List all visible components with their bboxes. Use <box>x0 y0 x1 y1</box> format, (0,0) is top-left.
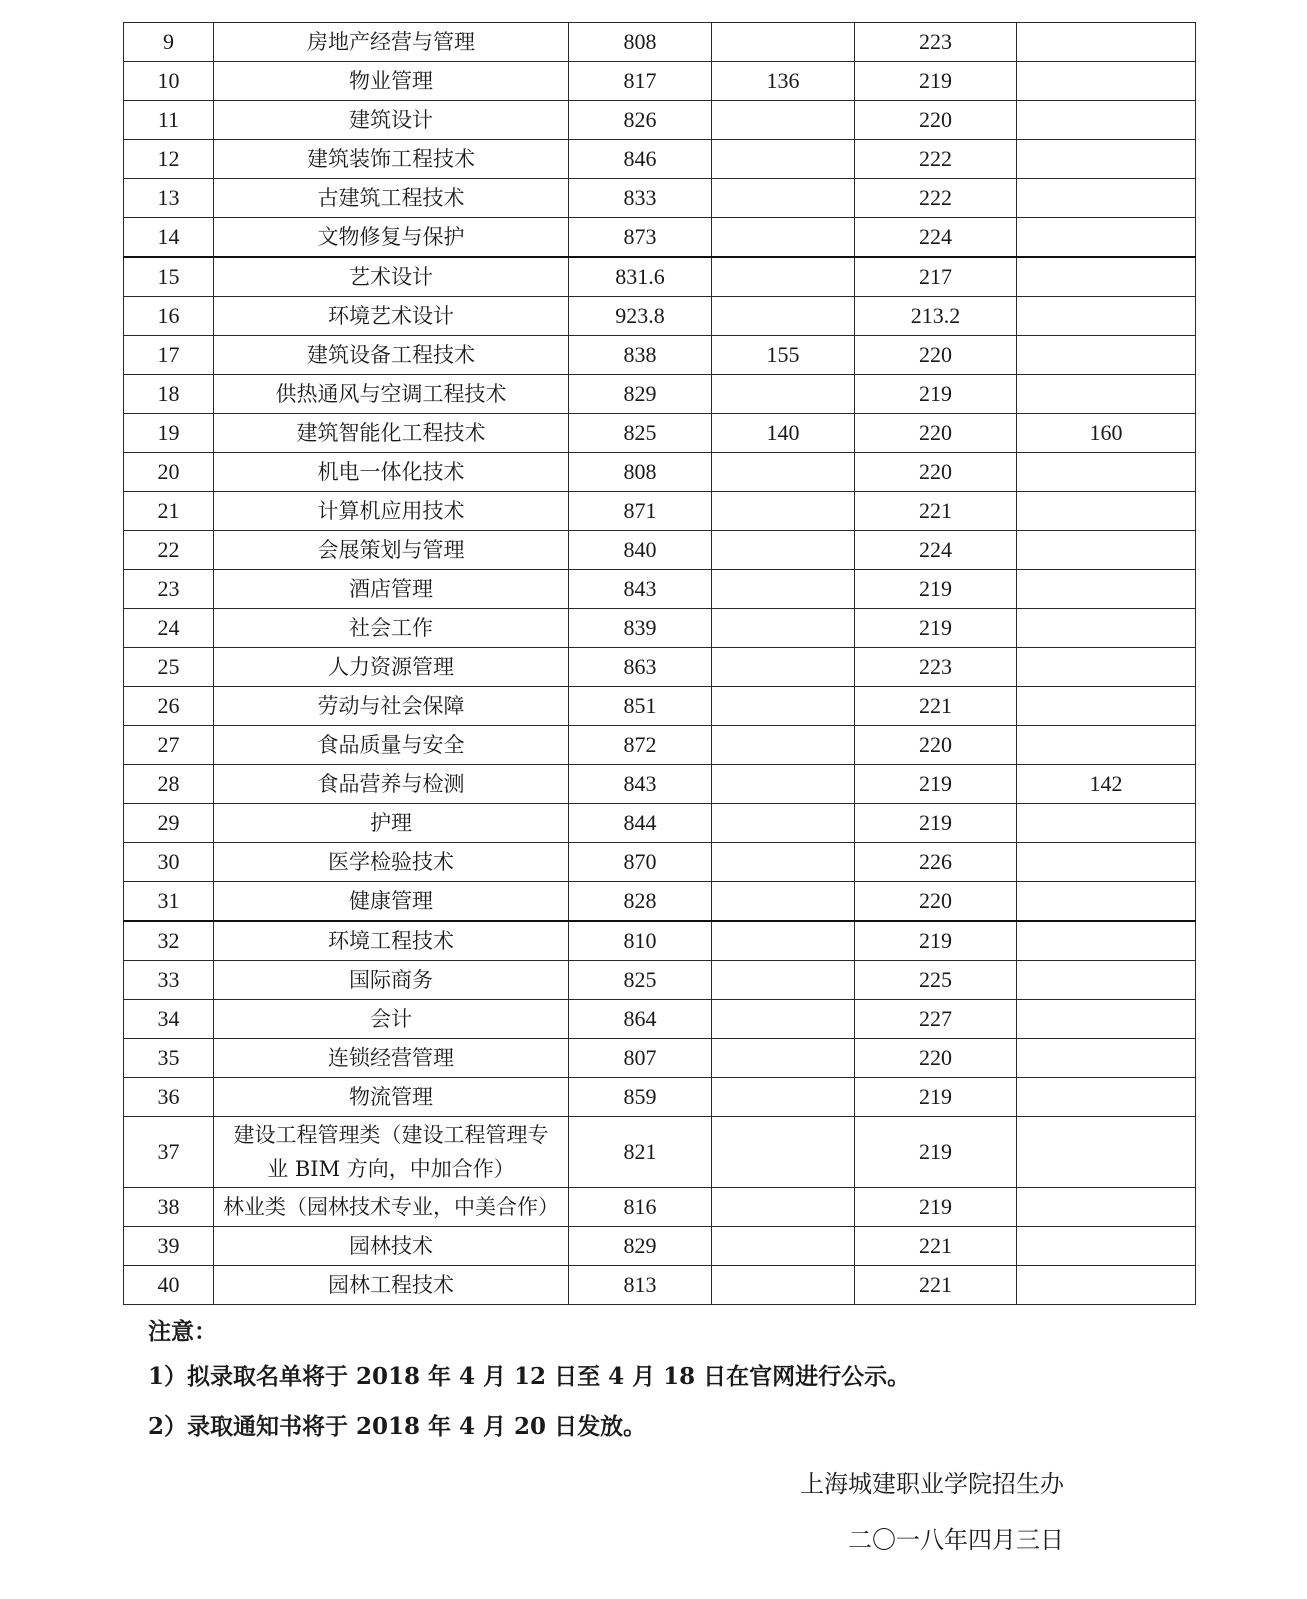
score-cell-3: 222 <box>855 140 1017 179</box>
row-number-cell: 19 <box>124 414 214 453</box>
major-name-cell: 文物修复与保护 <box>214 218 569 258</box>
major-name-cell: 社会工作 <box>214 609 569 648</box>
score-cell-1: 821 <box>569 1117 712 1188</box>
score-cell-3: 220 <box>855 336 1017 375</box>
score-cell-3: 224 <box>855 218 1017 258</box>
score-cell-1: 851 <box>569 687 712 726</box>
major-name-cell: 建筑设备工程技术 <box>214 336 569 375</box>
major-name-cell: 供热通风与空调工程技术 <box>214 375 569 414</box>
score-cell-3: 225 <box>855 961 1017 1000</box>
row-number-cell: 16 <box>124 297 214 336</box>
score-cell-4 <box>1017 140 1196 179</box>
score-cell-2 <box>712 1266 855 1305</box>
score-cell-1: 829 <box>569 375 712 414</box>
score-cell-1: 813 <box>569 1266 712 1305</box>
table-row <box>124 1039 1196 1078</box>
score-cell-3: 219 <box>855 62 1017 101</box>
major-name-cell: 国际商务 <box>214 961 569 1000</box>
score-cell-4 <box>1017 570 1196 609</box>
score-cell-3: 224 <box>855 531 1017 570</box>
table-row <box>124 1188 1196 1227</box>
table-row <box>124 23 1196 62</box>
score-cell-1: 864 <box>569 1000 712 1039</box>
score-cell-1: 816 <box>569 1188 712 1227</box>
table-row <box>124 453 1196 492</box>
score-cell-2 <box>712 1000 855 1039</box>
score-cell-1: 843 <box>569 570 712 609</box>
score-cell-4 <box>1017 961 1196 1000</box>
score-cell-3: 220 <box>855 414 1017 453</box>
score-cell-2 <box>712 375 855 414</box>
major-name-cell: 艺术设计 <box>214 257 569 297</box>
major-name-cell: 会展策划与管理 <box>214 531 569 570</box>
score-cell-2 <box>712 843 855 882</box>
table-row <box>124 961 1196 1000</box>
score-cell-1: 833 <box>569 179 712 218</box>
table-row <box>124 375 1196 414</box>
row-number-cell: 23 <box>124 570 214 609</box>
table-row <box>124 257 1196 297</box>
row-number-cell: 36 <box>124 1078 214 1117</box>
score-cell-2 <box>712 570 855 609</box>
table-row <box>124 1227 1196 1266</box>
major-name-cell: 环境工程技术 <box>214 921 569 961</box>
score-cell-1: 828 <box>569 882 712 922</box>
major-name-cell: 医学检验技术 <box>214 843 569 882</box>
score-table <box>123 22 1196 1305</box>
score-cell-2 <box>712 218 855 258</box>
table-row <box>124 1117 1196 1188</box>
score-cell-4: 142 <box>1017 765 1196 804</box>
score-cell-2 <box>712 1078 855 1117</box>
score-cell-1: 810 <box>569 921 712 961</box>
score-cell-2 <box>712 961 855 1000</box>
score-cell-4 <box>1017 1000 1196 1039</box>
table-row <box>124 1266 1196 1305</box>
score-cell-3: 223 <box>855 23 1017 62</box>
major-name-cell: 园林技术 <box>214 1227 569 1266</box>
row-number-cell: 39 <box>124 1227 214 1266</box>
major-name-line: 业 BIM 方向，中加合作） <box>267 1157 515 1181</box>
score-cell-1: 844 <box>569 804 712 843</box>
score-cell-2 <box>712 765 855 804</box>
row-number-cell: 24 <box>124 609 214 648</box>
score-cell-1: 840 <box>569 531 712 570</box>
score-cell-2 <box>712 23 855 62</box>
notes-title: 注意： <box>148 1318 217 1345</box>
major-name-cell: 酒店管理 <box>214 570 569 609</box>
score-cell-2: 136 <box>712 62 855 101</box>
score-cell-4 <box>1017 1266 1196 1305</box>
table-row <box>124 882 1196 922</box>
row-number-cell: 15 <box>124 257 214 297</box>
table-row <box>124 492 1196 531</box>
score-cell-2 <box>712 609 855 648</box>
score-cell-4 <box>1017 492 1196 531</box>
score-cell-4 <box>1017 101 1196 140</box>
major-name-cell: 食品营养与检测 <box>214 765 569 804</box>
table-row <box>124 179 1196 218</box>
score-cell-1: 843 <box>569 765 712 804</box>
table-row <box>124 843 1196 882</box>
score-cell-2 <box>712 1227 855 1266</box>
major-name-cell: 护理 <box>214 804 569 843</box>
score-cell-1: 846 <box>569 140 712 179</box>
row-number-cell: 10 <box>124 62 214 101</box>
score-cell-1: 873 <box>569 218 712 258</box>
major-name-cell: 林业类（园林技术专业，中美合作） <box>214 1188 569 1227</box>
table-row <box>124 531 1196 570</box>
score-cell-3: 220 <box>855 726 1017 765</box>
row-number-cell: 38 <box>124 1188 214 1227</box>
score-cell-2: 155 <box>712 336 855 375</box>
score-cell-1: 817 <box>569 62 712 101</box>
major-name-cell: 食品质量与安全 <box>214 726 569 765</box>
score-cell-3: 222 <box>855 179 1017 218</box>
score-cell-4 <box>1017 609 1196 648</box>
score-cell-1: 872 <box>569 726 712 765</box>
table-row <box>124 101 1196 140</box>
signature-block <box>800 1462 1064 1562</box>
major-name-cell: 健康管理 <box>214 882 569 922</box>
score-cell-3: 220 <box>855 882 1017 922</box>
table-row <box>124 921 1196 961</box>
score-cell-2 <box>712 101 855 140</box>
score-cell-3: 219 <box>855 1117 1017 1188</box>
row-number-cell: 31 <box>124 882 214 922</box>
table-row <box>124 336 1196 375</box>
score-cell-2 <box>712 492 855 531</box>
score-cell-1: 870 <box>569 843 712 882</box>
table-row <box>124 609 1196 648</box>
major-name-cell: 劳动与社会保障 <box>214 687 569 726</box>
score-cell-2 <box>712 726 855 765</box>
row-number-cell: 20 <box>124 453 214 492</box>
score-cell-3: 217 <box>855 257 1017 297</box>
score-cell-3: 223 <box>855 648 1017 687</box>
score-cell-4 <box>1017 1188 1196 1227</box>
major-name-cell: 物业管理 <box>214 62 569 101</box>
table-row <box>124 297 1196 336</box>
table-row <box>124 687 1196 726</box>
row-number-cell: 34 <box>124 1000 214 1039</box>
score-cell-4 <box>1017 297 1196 336</box>
score-cell-2 <box>712 257 855 297</box>
score-cell-2 <box>712 140 855 179</box>
score-cell-4 <box>1017 726 1196 765</box>
score-cell-4 <box>1017 62 1196 101</box>
major-name-cell: 房地产经营与管理 <box>214 23 569 62</box>
signature-date: 二〇一八年四月三日 <box>848 1526 1064 1554</box>
score-cell-3: 227 <box>855 1000 1017 1039</box>
table-row <box>124 62 1196 101</box>
score-cell-1: 826 <box>569 101 712 140</box>
major-name-cell: 计算机应用技术 <box>214 492 569 531</box>
score-cell-1: 808 <box>569 23 712 62</box>
score-cell-2 <box>712 453 855 492</box>
score-cell-1: 923.8 <box>569 297 712 336</box>
row-number-cell: 26 <box>124 687 214 726</box>
note-item-1: 1）拟录取名单将于 2018 年 4 月 12 日至 4 月 18 日在官网进行公示。 <box>148 1363 911 1390</box>
score-cell-2 <box>712 882 855 922</box>
score-cell-1: 839 <box>569 609 712 648</box>
score-cell-1: 831.6 <box>569 257 712 297</box>
score-cell-4 <box>1017 531 1196 570</box>
score-cell-2 <box>712 1039 855 1078</box>
score-cell-2 <box>712 531 855 570</box>
row-number-cell: 22 <box>124 531 214 570</box>
note-item-2: 2）录取通知书将于 2018 年 4 月 20 日发放。 <box>148 1413 647 1440</box>
score-cell-1: 825 <box>569 414 712 453</box>
major-name-cell: 人力资源管理 <box>214 648 569 687</box>
table-row <box>124 140 1196 179</box>
major-name-cell <box>214 1117 569 1188</box>
score-cell-3: 219 <box>855 1078 1017 1117</box>
score-cell-4 <box>1017 843 1196 882</box>
row-number-cell: 25 <box>124 648 214 687</box>
row-number-cell: 30 <box>124 843 214 882</box>
major-name-cell: 建筑智能化工程技术 <box>214 414 569 453</box>
major-name-cell: 连锁经营管理 <box>214 1039 569 1078</box>
major-name-cell: 建筑装饰工程技术 <box>214 140 569 179</box>
row-number-cell: 11 <box>124 101 214 140</box>
score-cell-3: 219 <box>855 375 1017 414</box>
row-number-cell: 40 <box>124 1266 214 1305</box>
score-cell-4 <box>1017 453 1196 492</box>
score-cell-1: 808 <box>569 453 712 492</box>
score-cell-4 <box>1017 1117 1196 1188</box>
row-number-cell: 28 <box>124 765 214 804</box>
major-name-cell: 园林工程技术 <box>214 1266 569 1305</box>
table-row <box>124 1078 1196 1117</box>
score-cell-4 <box>1017 804 1196 843</box>
score-cell-4: 160 <box>1017 414 1196 453</box>
score-cell-4 <box>1017 1227 1196 1266</box>
score-cell-1: 871 <box>569 492 712 531</box>
score-cell-2 <box>712 648 855 687</box>
table-row <box>124 648 1196 687</box>
score-cell-1: 825 <box>569 961 712 1000</box>
score-cell-3: 221 <box>855 687 1017 726</box>
score-cell-4 <box>1017 648 1196 687</box>
score-cell-4 <box>1017 23 1196 62</box>
row-number-cell: 13 <box>124 179 214 218</box>
score-cell-1: 829 <box>569 1227 712 1266</box>
row-number-cell: 12 <box>124 140 214 179</box>
score-cell-3: 221 <box>855 1227 1017 1266</box>
row-number-cell: 21 <box>124 492 214 531</box>
score-cell-4 <box>1017 921 1196 961</box>
score-cell-2 <box>712 687 855 726</box>
score-cell-4 <box>1017 336 1196 375</box>
table-row <box>124 726 1196 765</box>
signature-org: 上海城建职业学院招生办 <box>800 1470 1064 1498</box>
score-cell-2: 140 <box>712 414 855 453</box>
score-cell-3: 219 <box>855 804 1017 843</box>
table-row <box>124 804 1196 843</box>
score-cell-4 <box>1017 218 1196 258</box>
table-row <box>124 570 1196 609</box>
major-name-cell: 会计 <box>214 1000 569 1039</box>
major-name-line: 建设工程管理类（建设工程管理专 <box>233 1123 549 1147</box>
table-row <box>124 1000 1196 1039</box>
row-number-cell: 32 <box>124 921 214 961</box>
row-number-cell: 9 <box>124 23 214 62</box>
score-cell-3: 220 <box>855 101 1017 140</box>
score-table-body <box>124 23 1196 1305</box>
score-cell-2 <box>712 804 855 843</box>
score-cell-2 <box>712 1117 855 1188</box>
score-cell-3: 219 <box>855 1188 1017 1227</box>
row-number-cell: 29 <box>124 804 214 843</box>
major-name-cell: 机电一体化技术 <box>214 453 569 492</box>
score-cell-4 <box>1017 882 1196 922</box>
row-number-cell: 27 <box>124 726 214 765</box>
row-number-cell: 17 <box>124 336 214 375</box>
score-cell-2 <box>712 1188 855 1227</box>
row-number-cell: 35 <box>124 1039 214 1078</box>
score-cell-3: 213.2 <box>855 297 1017 336</box>
score-cell-3: 226 <box>855 843 1017 882</box>
score-cell-1: 838 <box>569 336 712 375</box>
score-cell-3: 219 <box>855 570 1017 609</box>
row-number-cell: 18 <box>124 375 214 414</box>
score-cell-2 <box>712 921 855 961</box>
score-cell-3: 220 <box>855 453 1017 492</box>
row-number-cell: 14 <box>124 218 214 258</box>
score-cell-4 <box>1017 1078 1196 1117</box>
score-cell-1: 859 <box>569 1078 712 1117</box>
major-name-cell: 建筑设计 <box>214 101 569 140</box>
score-cell-4 <box>1017 179 1196 218</box>
table-row <box>124 218 1196 258</box>
row-number-cell: 33 <box>124 961 214 1000</box>
score-cell-3: 219 <box>855 765 1017 804</box>
score-cell-3: 219 <box>855 609 1017 648</box>
row-number-cell: 37 <box>124 1117 214 1188</box>
score-cell-2 <box>712 297 855 336</box>
score-cell-4 <box>1017 687 1196 726</box>
score-cell-4 <box>1017 375 1196 414</box>
score-cell-3: 221 <box>855 1266 1017 1305</box>
score-cell-3: 220 <box>855 1039 1017 1078</box>
score-cell-3: 221 <box>855 492 1017 531</box>
table-row <box>124 765 1196 804</box>
major-name-cell: 古建筑工程技术 <box>214 179 569 218</box>
score-cell-1: 863 <box>569 648 712 687</box>
major-name-cell: 物流管理 <box>214 1078 569 1117</box>
score-cell-2 <box>712 179 855 218</box>
score-cell-4 <box>1017 1039 1196 1078</box>
score-cell-1: 807 <box>569 1039 712 1078</box>
notes-section <box>148 1312 1148 1452</box>
table-row <box>124 414 1196 453</box>
score-cell-3: 219 <box>855 921 1017 961</box>
score-cell-4 <box>1017 257 1196 297</box>
major-name-cell: 环境艺术设计 <box>214 297 569 336</box>
